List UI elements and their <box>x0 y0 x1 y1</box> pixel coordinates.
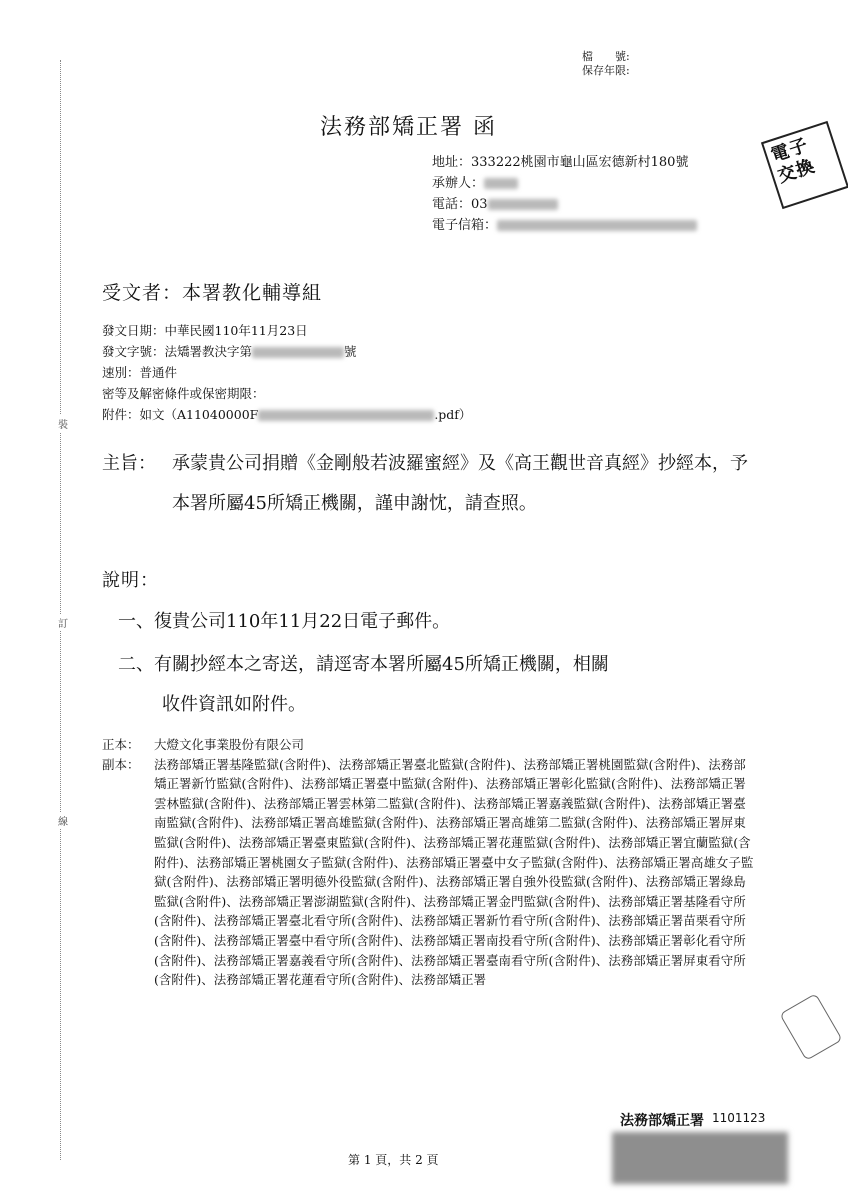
corner-seal-icon <box>779 993 842 1061</box>
redacted-email <box>497 220 697 231</box>
handler: 承辦人： <box>432 173 772 194</box>
archive-info <box>582 50 630 78</box>
file-number-label: 檔 號: <box>582 50 630 63</box>
speed: 速別：普通件 <box>102 365 178 380</box>
document-title: 法務部矯正署 函 <box>320 115 497 140</box>
security-level: 密等及解密條件或保密期限： <box>102 386 265 401</box>
redacted-name <box>484 178 518 189</box>
main-recipient-row: 正本： 大燈文化事業股份有限公司 <box>102 735 762 755</box>
copy-recipients-row: 副本： 法務部矯正署基隆監獄(含附件)、法務部矯正署臺北監獄(含附件)、法務部矯正署桃園監獄(含附件)、法務部矯正署新竹監獄(含附件)、法務部矯正署臺中監獄(含附件)、法務部矯正署彰化監獄(含附件)、法務部矯正署雲林監獄(含附件)、法務部矯正署雲林第二監獄(含附件)、法務部矯正署嘉義監獄(含附件)、法務部矯正署臺南監獄(含附件)、法務部矯正署高雄監獄(含附件)、法務部矯正署高雄第二監獄(含附件)、法務部矯正署屏東監獄(含附件)、法務部矯正署臺東監獄(含附件)、法務部矯正署花蓮監獄(含附件)、法務部矯正署宜蘭監獄(含附件)、法務部矯正署桃園女子監獄(含附件)、法務部矯正署臺中女子監獄(含附件)、法務部矯正署高雄女子監獄(含附件)、法務部矯正署明德外役監獄(含附件)、法務部矯正署自強外役監獄(含附件)、法務部矯正署綠島監獄(含附件)、法務部矯正署澎湖監獄(含附件)、法務部矯正署金門監獄(含附件)、法務部矯正署基隆看守所(含附件)、法務部矯正署臺北看守所(含附件)、法務部矯正署新竹看守所(含附件)、法務部矯正署苗栗看守所(含附件)、法務部矯正署臺中看守所(含附件)、法務部矯正署南投看守所(含附件)、法務部矯正署彰化看守所(含附件)、法務部矯正署嘉義看守所(含附件)、法務部矯正署臺南看守所(含附件)、法務部矯正署屏東看守所(含附件)、法務部矯正署花蓮看守所(含附件)、法務部矯正署 <box>102 755 762 990</box>
email: 電子信箱： <box>432 215 772 236</box>
subject-label: 主旨： <box>102 453 156 474</box>
redacted-attachment <box>258 410 434 421</box>
redacted-barcode <box>612 1132 788 1184</box>
phone: 電話：03 <box>432 194 772 215</box>
binding-mark-xian: 線 <box>58 812 68 829</box>
address: 地址：333222桃園市龜山區宏德新村180號 <box>432 155 689 170</box>
binding-mark-zhuang: 裝 <box>58 415 68 432</box>
binding-line <box>60 60 61 1160</box>
distribution-list <box>102 735 762 990</box>
binding-mark-ding: 訂 <box>58 614 68 631</box>
subject-text: 承蒙貴公司捐贈《金剛般若波羅蜜經》及《高王觀世音真經》抄經本，予本署所屬45所矯正機關，謹申謝忱，請查照。 <box>172 453 748 514</box>
attachment: 附件：如文（A11040000F .pdf） <box>102 407 472 422</box>
electronic-exchange-stamp: 電子 交換 <box>761 121 848 209</box>
copy-recipients: 法務部矯正署基隆監獄(含附件)、法務部矯正署臺北監獄(含附件)、法務部矯正署桃園監獄(含附件)、法務部矯正署新竹監獄(含附件)、法務部矯正署臺中監獄(含附件)、法務部矯正署彰化監獄(含附件)、法務部矯正署雲林監獄(含附件)、法務部矯正署雲林第二監獄(含附件)、法務部矯正署嘉義監獄(含附件)、法務部矯正署臺南監獄(含附件)、法務部矯正署高雄監獄(含附件)、法務部矯正署高雄第二監獄(含附件)、法務部矯正署屏東監獄(含附件)、法務部矯正署臺東監獄(含附件)、法務部矯正署花蓮監獄(含附件)、法務部矯正署宜蘭監獄(含附件)、法務部矯正署桃園女子監獄(含附件)、法務部矯正署臺中女子監獄(含附件)、法務部矯正署高雄女子監獄(含附件)、法務部矯正署明德外役監獄(含附件)、法務部矯正署自強外役監獄(含附件)、法務部矯正署綠島監獄(含附件)、法務部矯正署澎湖監獄(含附件)、法務部矯正署金門監獄(含附件)、法務部矯正署基隆看守所(含附件)、法務部矯正署臺北看守所(含附件)、法務部矯正署新竹看守所(含附件)、法務部矯正署苗栗看守所(含附件)、法務部矯正署臺中看守所(含附件)、法務部矯正署南投看守所(含附件)、法務部矯正署彰化看守所(含附件)、法務部矯正署嘉義看守所(含附件)、法務部矯正署臺南看守所(含附件)、法務部矯正署屏東看守所(含附件)、法務部矯正署花蓮看守所(含附件)、法務部矯正署 <box>154 756 754 988</box>
recipient: 受文者：本署教化輔導組 <box>102 282 323 304</box>
retention-label: 保存年限: <box>582 64 630 77</box>
footer-number: 1101123 <box>712 1111 766 1125</box>
explanation-item-1: 一、復貴公司110年11月22日電子郵件。 <box>118 611 451 632</box>
explanation-item-2: 二、有關抄經本之寄送，請逕寄本署所屬45所矯正機關，相關 收件資訊如附件。 <box>118 654 609 715</box>
redacted-doc-number <box>252 347 344 358</box>
explanation-label: 說明： <box>102 570 159 591</box>
document-number: 發文字號：法矯署教決字第 號 <box>102 344 357 359</box>
document-meta <box>102 320 471 425</box>
footer-org: 法務部矯正署 <box>620 1113 704 1129</box>
page-number: 第 1 頁，共 2 頁 <box>348 1153 439 1167</box>
issue-date: 發文日期：中華民國110年11月23日 <box>102 323 308 338</box>
contact-block <box>432 152 772 236</box>
redacted-phone <box>488 199 558 210</box>
main-recipient: 大燈文化事業股份有限公司 <box>154 737 305 752</box>
